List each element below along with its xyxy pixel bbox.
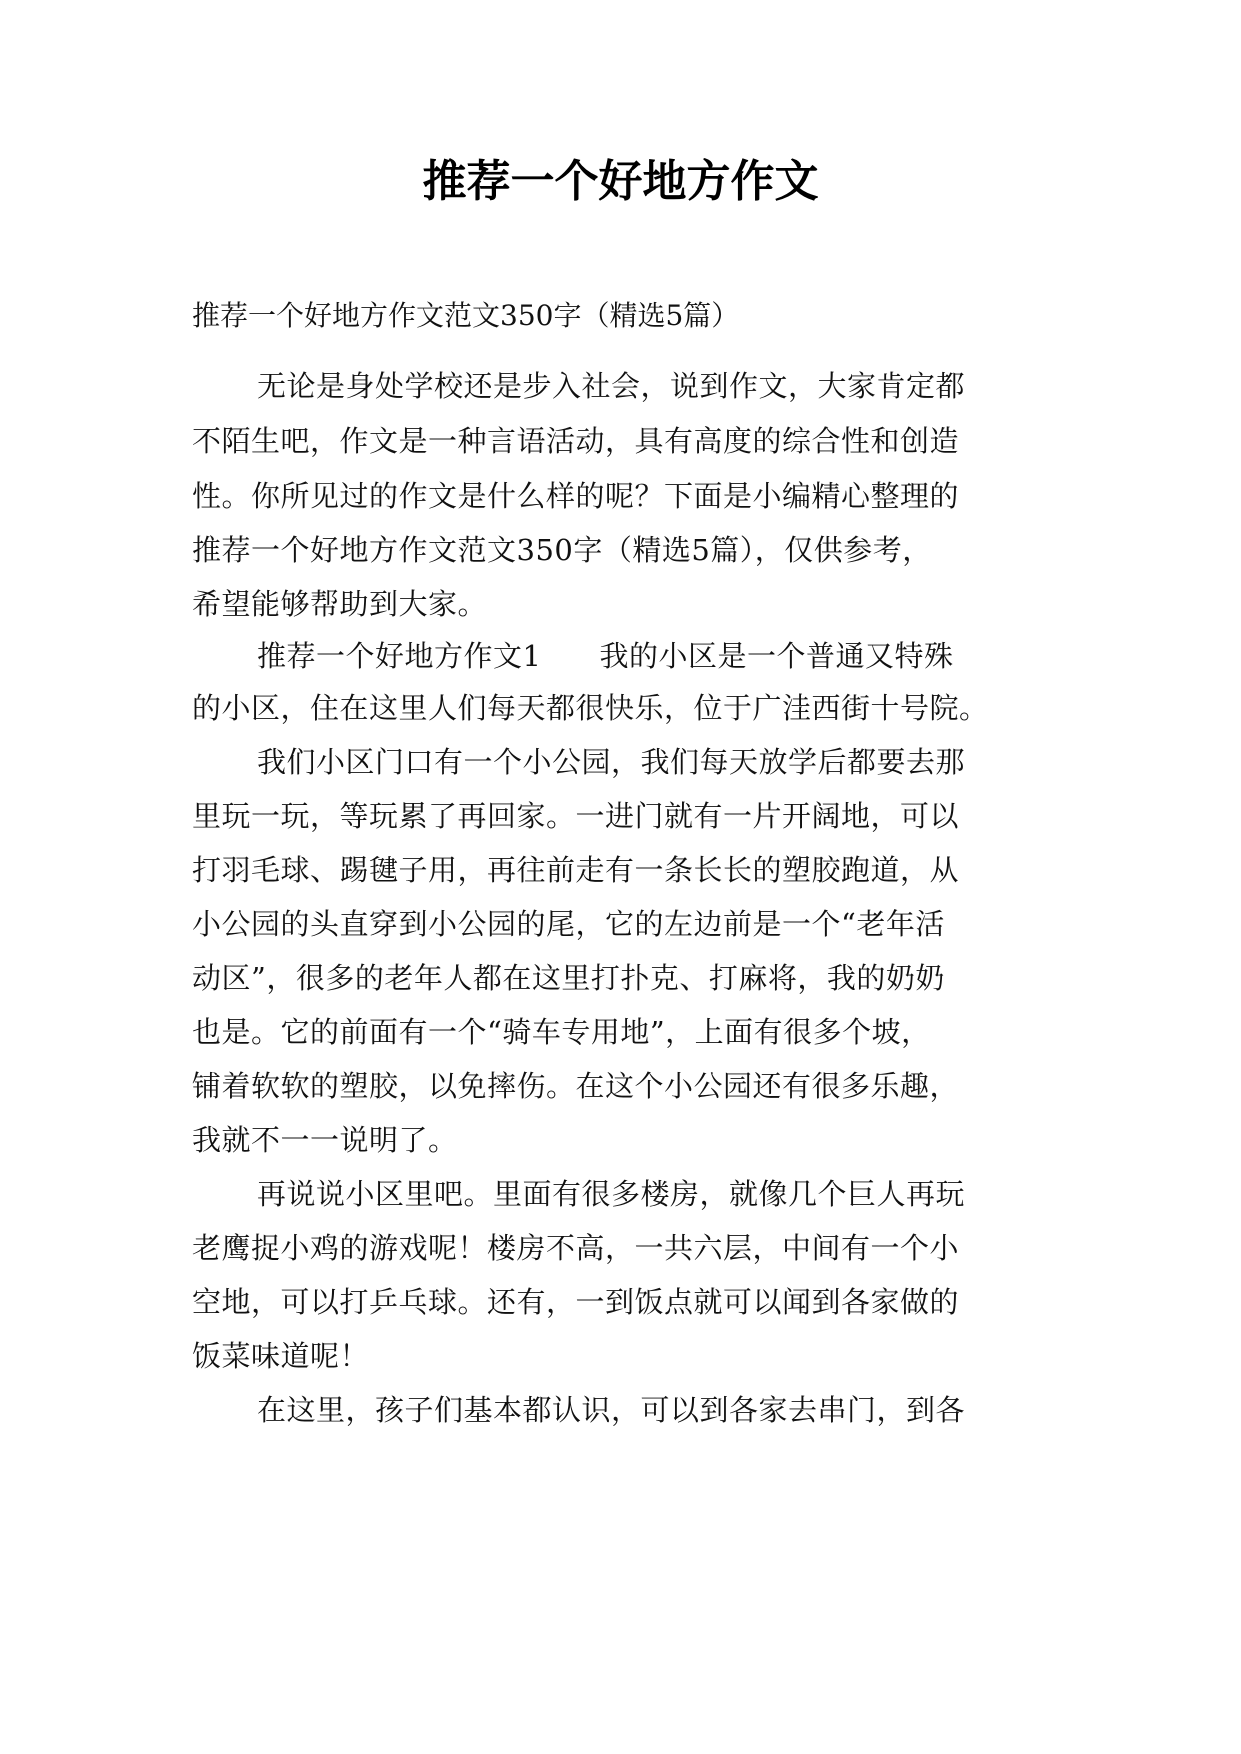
paragraph-line: 我就不一一说明了。 [192,1123,458,1157]
paragraph-line: 饭菜味道呢！ [192,1339,370,1373]
paragraph-line: 希望能够帮助到大家。 [192,587,488,621]
page-title: 推荐一个好地方作文 [422,156,819,207]
paragraph-line: 不陌生吧，作文是一种言语活动，具有高度的综合性和创造 [192,424,960,458]
paragraph-line: 推荐一个好地方作文范文350字（精选5篇），仅供参考， [192,533,932,567]
paragraph-line: 在这里，孩子们基本都认识，可以到各家去串门，到各 [257,1393,966,1427]
paragraph-line: 里玩一玩，等玩累了再回家。一进门就有一片开阔地，可以 [192,799,960,833]
paragraph-line: 动区”，很多的老年人都在这里打扑克、打麻将，我的奶奶 [192,961,945,995]
paragraph-line: 我们小区门口有一个小公园，我们每天放学后都要去那 [257,745,966,779]
essay-heading-line [257,636,953,676]
paragraph-line: 也是。它的前面有一个“骑车专用地”，上面有很多个坡， [192,1015,931,1049]
essay-heading: 推荐一个好地方作文1 [257,639,542,673]
paragraph-line: 铺着软软的塑胶，以免摔伤。在这个小公园还有很多乐趣， [192,1069,960,1103]
paragraph-line: 老鹰捉小鸡的游戏呢！楼房不高，一共六层，中间有一个小 [192,1231,960,1265]
document-subtitle: 推荐一个好地方作文范文350字（精选5篇） [192,299,740,332]
paragraph-line: 空地，可以打乒乓球。还有，一到饭点就可以闻到各家做的 [192,1285,960,1319]
paragraph-line: 无论是身处学校还是步入社会，说到作文，大家肯定都 [257,369,966,403]
paragraph-line: 的小区，住在这里人们每天都很快乐，位于广洼西街十号院。 [192,691,989,725]
paragraph-text: 我的小区是一个普通又特殊 [599,639,954,673]
paragraph-line: 打羽毛球、踢毽子用，再往前走有一条长长的塑胶跑道，从 [192,853,960,887]
paragraph-line: 小公园的头直穿到小公园的尾，它的左边前是一个“老年活 [192,907,945,941]
paragraph-line: 再说说小区里吧。里面有很多楼房，就像几个巨人再玩 [257,1177,966,1211]
paragraph-line: 性。你所见过的作文是什么样的呢？下面是小编精心整理的 [192,479,960,513]
